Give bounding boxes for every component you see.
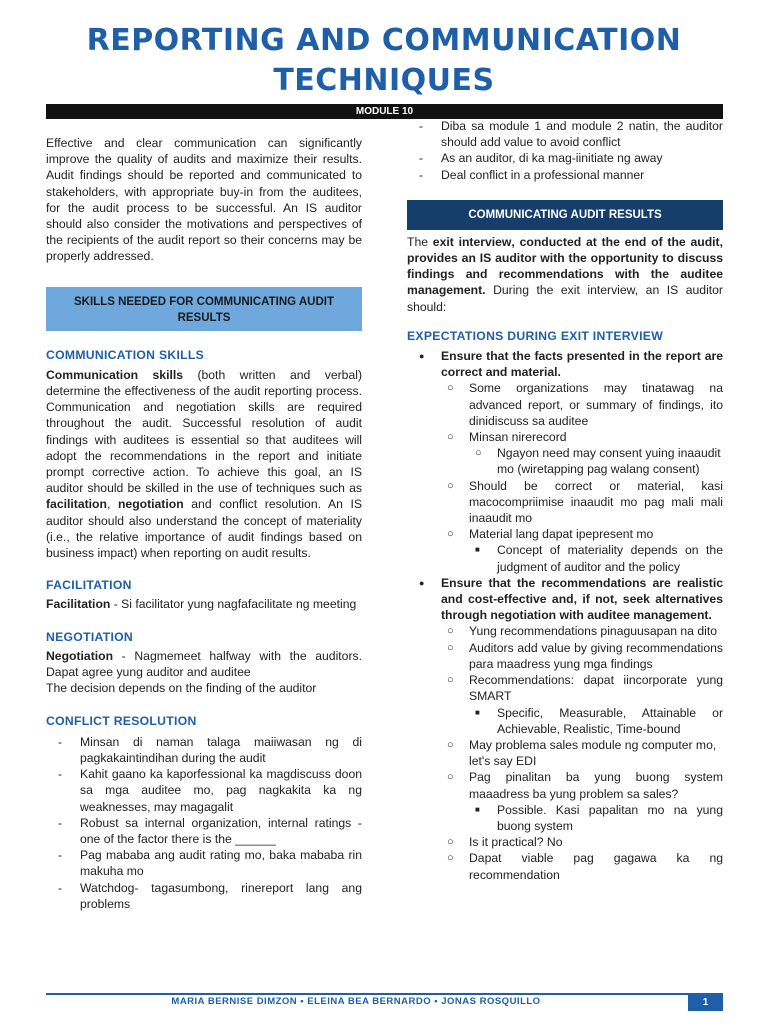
bullet-text: Material lang dapat ipepresent mo xyxy=(469,527,654,542)
right-column xyxy=(407,118,723,883)
list-item: ○ Should be correct or material, kasi macocompriimise inaaudit mo pag mali mali inaaudit mo xyxy=(441,478,723,527)
comm-separator: , xyxy=(106,497,118,512)
communication-skills-heading: COMMUNICATION SKILLS xyxy=(46,347,205,362)
list-item: - Kahit gaano ka kaporfessional ka magdiscuss doon sa mga auditee mo, pag nagkakita ka ng weaknesses, may magagalit xyxy=(46,766,362,815)
bullet-text: Recommendations: dapat iincorporate yung SMART xyxy=(469,673,723,704)
facilitation-paragraph xyxy=(46,596,362,612)
sub-list xyxy=(469,542,723,574)
negotiation-text: - Nagmemeet halfway with the auditors. Dapat agree yung auditor and auditee xyxy=(46,648,362,680)
exit-pre: The xyxy=(407,234,433,249)
footer-authors: MARIA BERNISE DIMZON • ELEINA BEA BERNARDO • JONAS ROSQUILLO xyxy=(171,996,541,1007)
bullet-text: Pag pinalitan ba yung buong system maaadress ba yung problem sa sales? xyxy=(469,770,723,801)
sub-list xyxy=(441,380,723,574)
sub-list xyxy=(441,623,723,882)
conflict-continued-list xyxy=(407,118,723,183)
list-item: ○ Ngayon need may consent yuing inaaudit mo (wiretapping pag walang consent) xyxy=(469,445,723,477)
term-communication-skills: Communication skills xyxy=(46,367,184,382)
footer-divider xyxy=(46,993,723,995)
list-item: - As an auditor, di ka mag-iinitiate ng away xyxy=(407,150,723,166)
negotiation-paragraph xyxy=(46,648,362,680)
comm-text-1: (both written and verbal) determine the effectiveness of the audit reporting process. Communication and negotiation skills are required throughout the audit. Successful resolution of audit findings with auditees is essential so that auditees will adopt the recommendations in the report and initiate prompt corrective action. To achieve this goal, an IS auditor should be skilled in the use of techniques such as xyxy=(46,367,362,496)
list-item: - Pag mababa ang audit rating mo, baka mababa rin makuha mo xyxy=(46,847,362,879)
list-item: ○ Is it practical? No xyxy=(441,834,723,850)
list-item: - Watchdog- tagasumbong, rinereport lang ang problems xyxy=(46,880,362,912)
exit-post: During the exit interview, an IS auditor should: xyxy=(407,283,723,314)
list-item: - Robust sa internal organization, internal ratings - one of the factor there is the ______ xyxy=(46,815,362,847)
term-facilitation: facilitation xyxy=(46,497,107,512)
page-title-line-1: REPORTING AND COMMUNICATION xyxy=(86,23,682,58)
expectations-list xyxy=(407,348,723,883)
list-item: ■ Possible. Kasi papalitan mo na yung buong system xyxy=(469,802,723,834)
facilitation-term: Facilitation xyxy=(46,597,111,612)
page-number: 1 xyxy=(688,994,723,1011)
negotiation-term: Negotiation xyxy=(46,648,114,663)
negotiation-heading: NEGOTIATION xyxy=(46,629,134,644)
sub-list xyxy=(469,705,723,737)
exit-bold-text: , conducted at the end of the audit, provides an IS auditor with the opportunity to discuss findings and recommendations with the auditee management. xyxy=(407,234,723,298)
bullet-text: ● Ensure that the facts presented in the report are correct and material. xyxy=(441,349,723,380)
comm-text-2: and conflict resolution. An IS auditor should also understand the concept of materiality (i.e., the relative importance of audit findings based on business impact) when reporting on audit results. xyxy=(46,497,362,561)
skills-section-banner: SKILLS NEEDED FOR COMMUNICATING AUDIT RESULTS xyxy=(46,287,362,331)
bullet-text: ● Ensure that the recommendations are realistic and cost-effective and, if not, seek alternatives through negotiation with auditee management. xyxy=(441,575,723,623)
list-item xyxy=(441,672,723,737)
facilitation-text: - Si facilitator yung nagfafacilitate ng meeting xyxy=(110,597,357,612)
term-negotiation: negotiation xyxy=(117,497,184,512)
list-item: ○ May problema sales module ng computer mo, let's say EDI xyxy=(441,737,723,769)
list-item: - Minsan di naman talaga maiiwasan ng di pagkakaintindihan during the audit xyxy=(46,734,362,766)
list-item: - Diba sa module 1 and module 2 natin, the auditor should add value to avoid conflict xyxy=(407,118,723,150)
exit-interview-term: exit interview xyxy=(432,234,512,249)
list-item: ○ Dapat viable pag gagawa ka ng recommendation xyxy=(441,850,723,882)
list-item: ○ Auditors add value by giving recommendations para maadress yung mga findings xyxy=(441,640,723,672)
expectations-heading: EXPECTATIONS DURING EXIT INTERVIEW xyxy=(407,328,664,343)
sub-list xyxy=(469,802,723,834)
conflict-resolution-list xyxy=(46,734,362,912)
list-item xyxy=(407,348,723,575)
left-column xyxy=(46,135,362,912)
intro-paragraph: Effective and clear communication can significantly improve the quality of audits and maximize their results. Audit findings should be reported and communicated to stakeholders, with appropriate buy-in from the auditees, for the audit process to be successful. An IS auditor should also consider the motivations and perspectives of the recipients of the audit report so their concerns may be properly addressed. xyxy=(46,136,362,264)
list-item: ○ Some organizations may tinatawag na advanced report, or summary of findings, ito dinidiscuss sa auditee xyxy=(441,380,723,429)
module-label: MODULE 10 xyxy=(46,104,723,119)
communicating-results-banner: COMMUNICATING AUDIT RESULTS xyxy=(407,200,723,230)
list-item: - Deal conflict in a professional manner xyxy=(407,167,723,183)
list-item: ○ Yung recommendations pinaguusapan na dito xyxy=(441,623,723,639)
page-title-line-2: TECHNIQUES xyxy=(273,63,495,98)
negotiation-decision-text: The decision depends on the finding of the auditor xyxy=(46,681,317,696)
sub-list xyxy=(469,445,723,477)
list-item xyxy=(407,575,723,883)
bullet-text: Minsan nirerecord xyxy=(469,430,567,445)
communication-skills-paragraph xyxy=(46,367,362,561)
list-item xyxy=(441,526,723,575)
conflict-resolution-heading: CONFLICT RESOLUTION xyxy=(46,714,197,729)
list-item xyxy=(441,769,723,834)
list-item xyxy=(441,429,723,478)
list-item: ■ Concept of materiality depends on the judgment of auditor and the policy xyxy=(469,542,723,574)
list-item: ■ Specific, Measurable, Attainable or Achievable, Realistic, Time-bound xyxy=(469,705,723,737)
exit-interview-paragraph xyxy=(407,234,723,315)
facilitation-heading: FACILITATION xyxy=(46,578,132,593)
